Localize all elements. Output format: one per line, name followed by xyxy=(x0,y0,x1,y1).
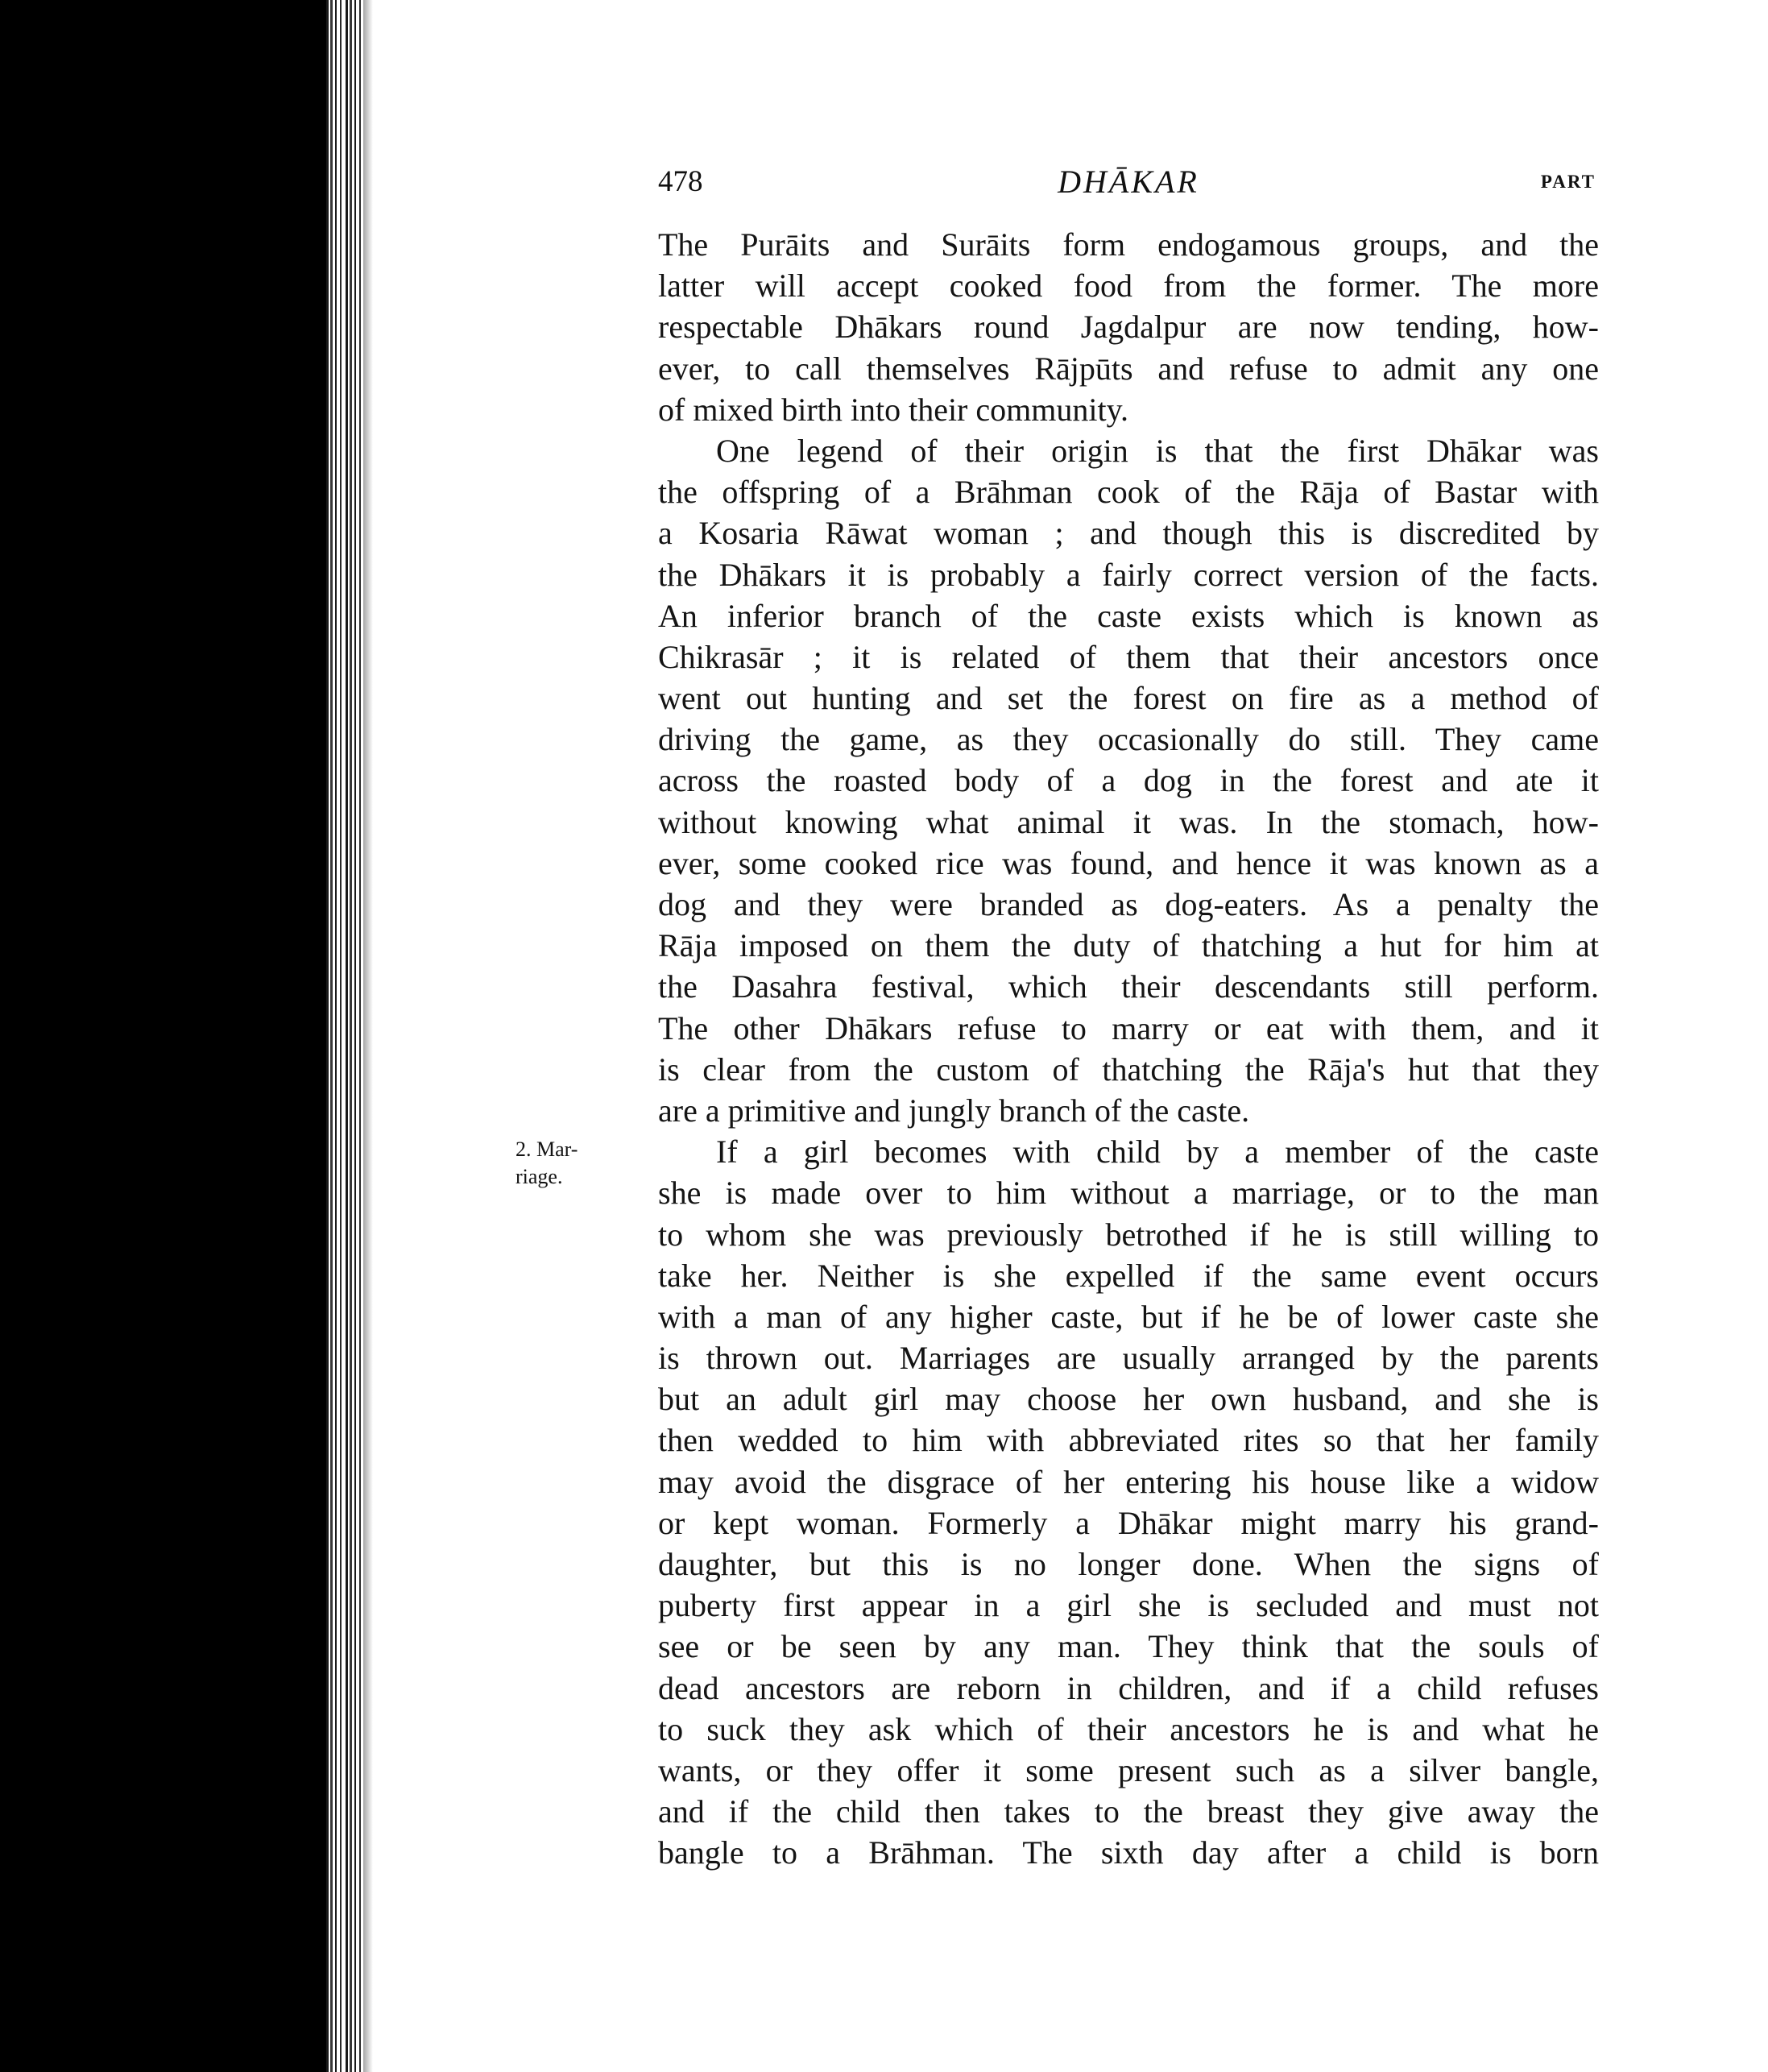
margin-note-marriage xyxy=(515,1136,628,1191)
text-line: and if the child then takes to the breast they give away the xyxy=(658,1793,1599,1830)
text-line: Rāja imposed on them the duty of thatching a hut for him at xyxy=(658,927,1599,964)
text-line: but an adult girl may choose her own husband, and she is xyxy=(658,1381,1599,1418)
text-line: dead ancestors are reborn in children, and if a child refuses xyxy=(658,1669,1599,1706)
text-line: across the roasted body of a dog in the forest and ate it xyxy=(658,762,1599,799)
text-line: ever, to call themselves Rājpūts and refuse to admit any one xyxy=(658,350,1599,387)
page-gutter-edge xyxy=(326,0,363,2072)
book-spine-shadow xyxy=(0,0,326,2072)
text-line: the offspring of a Brāhman cook of the Rāja of Bastar with xyxy=(658,474,1599,511)
margin-note-line: riage. xyxy=(515,1165,563,1188)
text-line: One legend of their origin is that the first Dhākar was xyxy=(716,432,1599,469)
text-line: without knowing what animal it was. In the stomach, how- xyxy=(658,803,1599,840)
text-line: wants, or they offer it some present such as a silver bangle, xyxy=(658,1751,1599,1788)
text-line: a Kosaria Rāwat woman ; and though this is discredited by xyxy=(658,515,1599,552)
text-line: ever, some cooked rice was found, and hence it was known as a xyxy=(658,844,1599,881)
running-head: DHĀKAR xyxy=(1058,164,1199,200)
body-text xyxy=(658,224,1599,1874)
text-line: to suck they ask which of their ancestors he is and what he xyxy=(658,1710,1599,1747)
text-line: is clear from the custom of thatching the Rāja's hut that they xyxy=(658,1051,1599,1088)
text-line: went out hunting and set the forest on fire as a method of xyxy=(658,680,1599,717)
part-label: PART xyxy=(1540,172,1596,192)
text-line: The other Dhākars refuse to marry or eat with them, and it xyxy=(658,1009,1599,1046)
text-line: the Dasahra festival, which their descendants still perform. xyxy=(658,968,1599,1005)
text-line: of mixed birth into their community. xyxy=(658,391,1128,428)
text-line: driving the game, as they occasionally do still. They came xyxy=(658,721,1599,758)
gutter-fade xyxy=(363,0,373,2072)
text-line: respectable Dhākars round Jagdalpur are now tending, how- xyxy=(658,309,1599,346)
text-line: to whom she was previously betrothed if he is still willing to xyxy=(658,1216,1599,1253)
text-line: take her. Neither is she expelled if the same event occurs xyxy=(658,1257,1599,1294)
text-line: or kept woman. Formerly a Dhākar might marry his grand- xyxy=(658,1504,1599,1541)
text-line: latter will accept cooked food from the former. The more xyxy=(658,267,1599,305)
text-line: she is made over to him without a marriage, or to the man xyxy=(658,1175,1599,1212)
text-line: dog and they were branded as dog-eaters. As a penalty the xyxy=(658,886,1599,922)
text-line: bangle to a Brāhman. The sixth day after a child is born xyxy=(658,1834,1599,1871)
text-line: Chikrasār ; it is related of them that their ancestors once xyxy=(658,638,1599,675)
paragraph-2 xyxy=(658,430,1599,1131)
text-line: the Dhākars it is probably a fairly correct version of the facts. xyxy=(658,556,1599,593)
paragraph-1 xyxy=(658,224,1599,430)
text-line: see or be seen by any man. They think that the souls of xyxy=(658,1628,1599,1665)
page-number: 478 xyxy=(658,165,703,198)
page-header xyxy=(658,161,1599,209)
text-line: then wedded to him with abbreviated rites so that her family xyxy=(658,1422,1599,1459)
text-line: If a girl becomes with child by a member of the caste xyxy=(716,1133,1599,1171)
text-line: puberty first appear in a girl she is secluded and must not xyxy=(658,1587,1599,1624)
text-line: is thrown out. Marriages are usually arranged by the parents xyxy=(658,1340,1599,1377)
margin-note-line: 2. Mar- xyxy=(515,1138,578,1161)
text-line: are a primitive and jungly branch of the caste. xyxy=(658,1092,1250,1129)
text-line: daughter, but this is no longer done. When the signs of xyxy=(658,1546,1599,1582)
text-line: may avoid the disgrace of her entering his house like a widow xyxy=(658,1463,1599,1500)
text-line: An inferior branch of the caste exists which is known as xyxy=(658,597,1599,634)
text-line: The Purāits and Surāits form endogamous groups, and the xyxy=(658,226,1599,263)
text-line: with a man of any higher caste, but if he be of lower caste she xyxy=(658,1298,1599,1335)
paragraph-3 xyxy=(658,1131,1599,1873)
